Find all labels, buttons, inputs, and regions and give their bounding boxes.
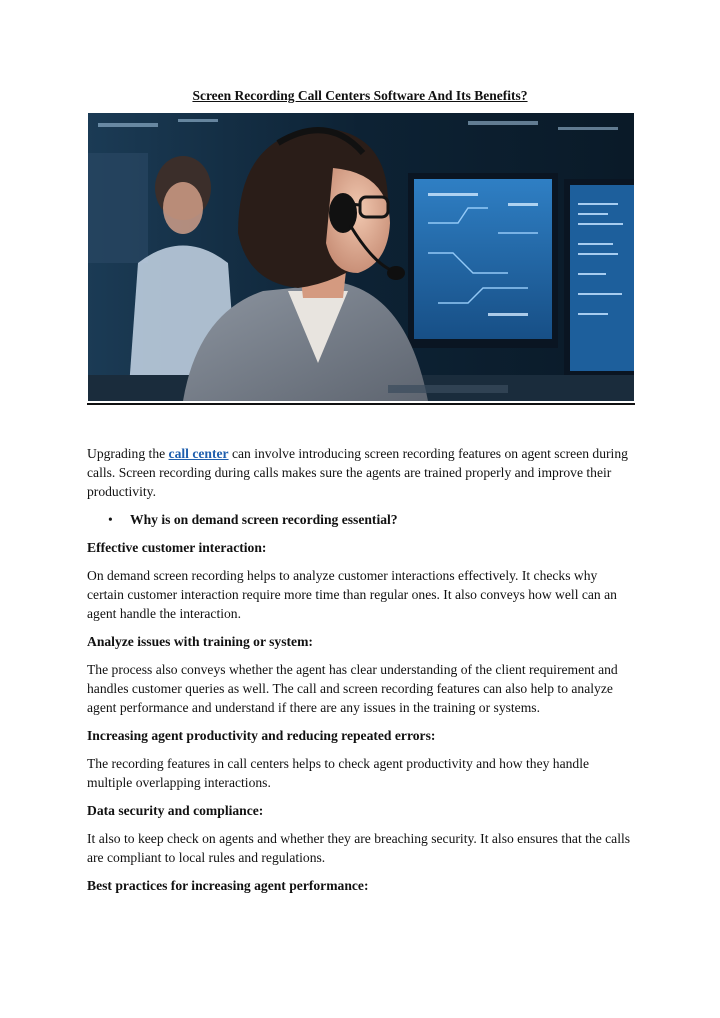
section-paragraph: The recording features in call centers helps to check agent productivity and how they handle multiple overlapping interactions. (87, 756, 590, 790)
intro-text-before: Upgrading the (87, 446, 169, 461)
bullet-dot-icon: • (108, 512, 113, 527)
intro-paragraph (87, 444, 637, 501)
bullet-item (87, 510, 637, 529)
section-paragraph: The process also conveys whether the agent has clear understanding of the client requirement and handles customer queries as well. The call and screen recording features can also help to analyze agent performance and understand if there are any issues in the training or systems. (87, 662, 618, 715)
section-paragraph: On demand screen recording helps to analyze customer interactions effectively. It checks why certain customer interaction require more time than regular ones. It also conveys how well can an agent handle the interaction. (87, 568, 617, 621)
image-bottom-rule (87, 403, 635, 405)
call-center-agent-photo (88, 113, 634, 401)
section-paragraph: It also to keep check on agents and whether they are breaching security. It also ensures that the calls are compliant to local rules and regulations. (87, 831, 631, 865)
section-heading: Data security and compliance: (87, 803, 264, 818)
intro-text-after: can involve introducing screen recording features on agent screen during calls. Screen recording during calls makes sure the agents are trained properly and improve their productivity. (87, 446, 628, 499)
section-heading: Analyze issues with training or system: (87, 634, 313, 649)
final-heading: Best practices for increasing agent performance: (87, 878, 369, 893)
bullet-text: Why is on demand screen recording essential? (130, 512, 398, 527)
article-body (87, 444, 637, 904)
section-heading: Increasing agent productivity and reducing repeated errors: (87, 728, 436, 743)
call-center-link[interactable]: call center (168, 446, 229, 461)
page-title: Screen Recording Call Centers Software And Its Benefits? (192, 88, 528, 103)
hero-image-frame (87, 113, 635, 405)
section-heading: Effective customer interaction: (87, 540, 267, 555)
